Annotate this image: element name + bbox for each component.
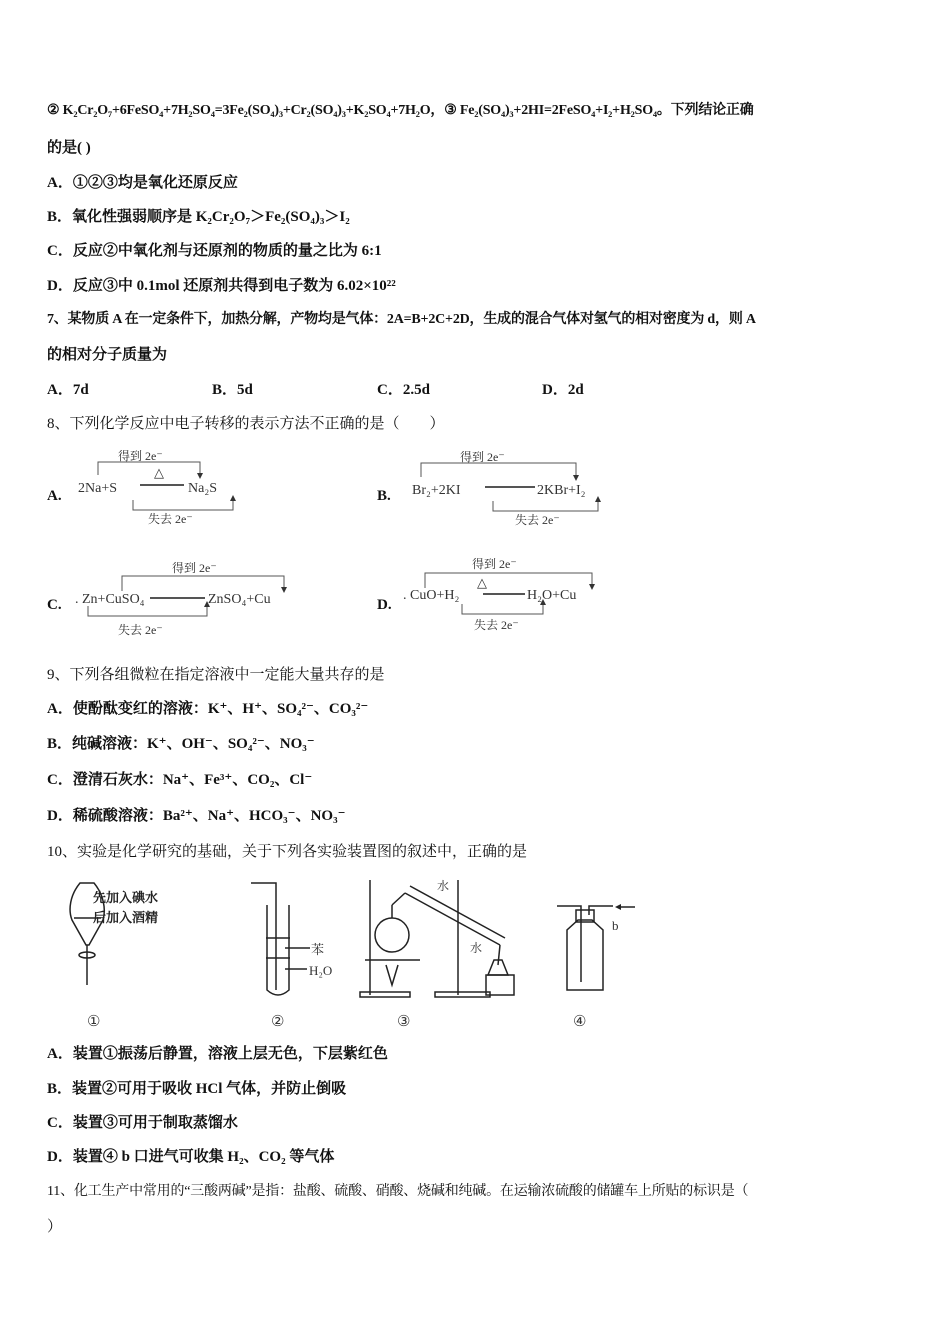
q10-stem: 10、实验是化学研究的基础，关于下列各实验装置图的叙述中，正确的是 xyxy=(47,844,528,860)
funnel-label-alcohol: 后加入酒精 xyxy=(93,910,159,925)
q8-d-heat-icon: △ xyxy=(477,575,487,590)
q8-option-d-label: D. xyxy=(377,597,392,613)
q7-option-d: D．2d xyxy=(542,382,584,398)
q8-option-b-label: B. xyxy=(377,488,391,504)
q8-b-gain-label: 得到 2e⁻ xyxy=(460,450,505,464)
q7-stem-line1: 7、某物质 A 在一定条件下，加热分解，产物均是气体：2A=B+2C+2D，生成的混合气体对氢气的相对密度为 d，则 A xyxy=(47,312,756,327)
q10-apparatus-figure xyxy=(0,870,950,1040)
q8-c-reactants: . Zn+CuSO₄ xyxy=(75,592,145,607)
q8-b-reactants: Br₂+2KI xyxy=(412,483,461,498)
q8-electron-transfer-diagrams xyxy=(0,440,950,650)
q7-option-b: B．5d xyxy=(212,382,253,398)
q8-b-lose-label: 失去 2e⁻ xyxy=(515,513,560,527)
q8-a-heat-icon: △ xyxy=(154,465,164,480)
q8-a-lose-label: 失去 2e⁻ xyxy=(148,512,193,526)
q6-stem-line2: 的是( ) xyxy=(47,140,91,156)
q6-option-a: A．①②③均是氧化还原反应 xyxy=(47,175,238,191)
q6-option-b: B．氧化性强弱顺序是 K₂Cr₂O₇＞Fe₂(SO₄)₃＞I₂ xyxy=(47,209,350,225)
q9-option-a: A．使酚酞变红的溶液：K⁺、H⁺、SO₄²⁻、CO₃²⁻ xyxy=(47,701,369,717)
q7-option-a: A．7d xyxy=(47,382,89,398)
q10-option-c: C．装置③可用于制取蒸馏水 xyxy=(47,1115,238,1131)
q8-d-lose-label: 失去 2e⁻ xyxy=(474,618,519,632)
q10-option-b: B．装置②可用于吸收 HCl 气体，并防止倒吸 xyxy=(47,1081,347,1097)
caption-4: ④ xyxy=(573,1014,587,1030)
q9-option-c: C．澄清石灰水：Na⁺、Fe³⁺、CO₂、Cl⁻ xyxy=(47,772,313,788)
q10-option-a: A．装置①振荡后静置，溶液上层无色，下层紫红色 xyxy=(47,1046,388,1062)
funnel-label-iodine-water: 先加入碘水 xyxy=(93,890,159,905)
bottle-inlet-b-label: b xyxy=(612,918,619,933)
q9-stem: 9、下列各组微粒在指定溶液中一定能大量共存的是 xyxy=(47,667,385,683)
q8-d-reactants: . CuO+H₂ xyxy=(403,588,460,603)
q9-option-d: D．稀硫酸溶液：Ba²⁺、Na⁺、HCO₃⁻、NO₃⁻ xyxy=(47,808,346,824)
q8-stem: 8、下列化学反应中电子转移的表示方法不正确的是（ ） xyxy=(47,416,445,432)
q6-stem-line1: ② K₂Cr₂O₇+6FeSO₄+7H₂SO₄=3Fe₂(SO₄)₃+Cr₂(SO₄)₃+K₂SO₄+7H₂O，③ Fe₂(SO₄)₃+2HI=2FeSO₄+I₂+H₂SO₄。下列结论正确 xyxy=(47,103,754,118)
q8-c-products: ZnSO₄+Cu xyxy=(208,592,271,607)
q8-d-gain-label: 得到 2e⁻ xyxy=(472,557,517,571)
caption-1: ① xyxy=(87,1014,101,1030)
caption-3: ③ xyxy=(397,1014,411,1030)
water-label: H₂O xyxy=(309,963,333,978)
q11-stem-line2: ） xyxy=(47,1219,63,1235)
q6-option-c: C．反应②中氧化剂与还原剂的物质的量之比为 6:1 xyxy=(47,243,382,259)
q6-option-d: D．反应③中 0.1mol 还原剂共得到电子数为 6.02×10²² xyxy=(47,278,396,294)
q8-c-lose-label: 失去 2e⁻ xyxy=(118,623,163,637)
q8-d-products: H₂O+Cu xyxy=(527,588,577,603)
q8-a-products: Na₂S xyxy=(188,481,217,496)
caption-2: ② xyxy=(271,1014,285,1030)
q10-option-d: D．装置④ b 口进气可收集 H₂、CO₂ 等气体 xyxy=(47,1149,335,1165)
q7-option-c: C．2.5d xyxy=(377,382,430,398)
q8-a-gain-label: 得到 2e⁻ xyxy=(118,449,163,463)
benzene-label: 苯 xyxy=(311,942,325,957)
q8-option-c-label: C. xyxy=(47,597,62,613)
condenser-water-label-top: 水 xyxy=(437,879,450,893)
q9-option-b: B．纯碱溶液：K⁺、OH⁻、SO₄²⁻、NO₃⁻ xyxy=(47,736,315,752)
q8-b-products: 2KBr+I₂ xyxy=(537,483,586,498)
q8-c-gain-label: 得到 2e⁻ xyxy=(172,561,217,575)
q7-stem-line2: 的相对分子质量为 xyxy=(47,347,168,363)
q8-option-a-label: A. xyxy=(47,488,62,504)
q8-a-reactants: 2Na+S xyxy=(78,481,118,496)
q11-stem-line1: 11、化工生产中常用的“三酸两碱”是指：盐酸、硫酸、硝酸、烧碱和纯碱。在运输浓硫酸的储罐车上所贴的标识是（ xyxy=(47,1184,749,1199)
condenser-water-label-bottom: 水 xyxy=(470,941,483,955)
